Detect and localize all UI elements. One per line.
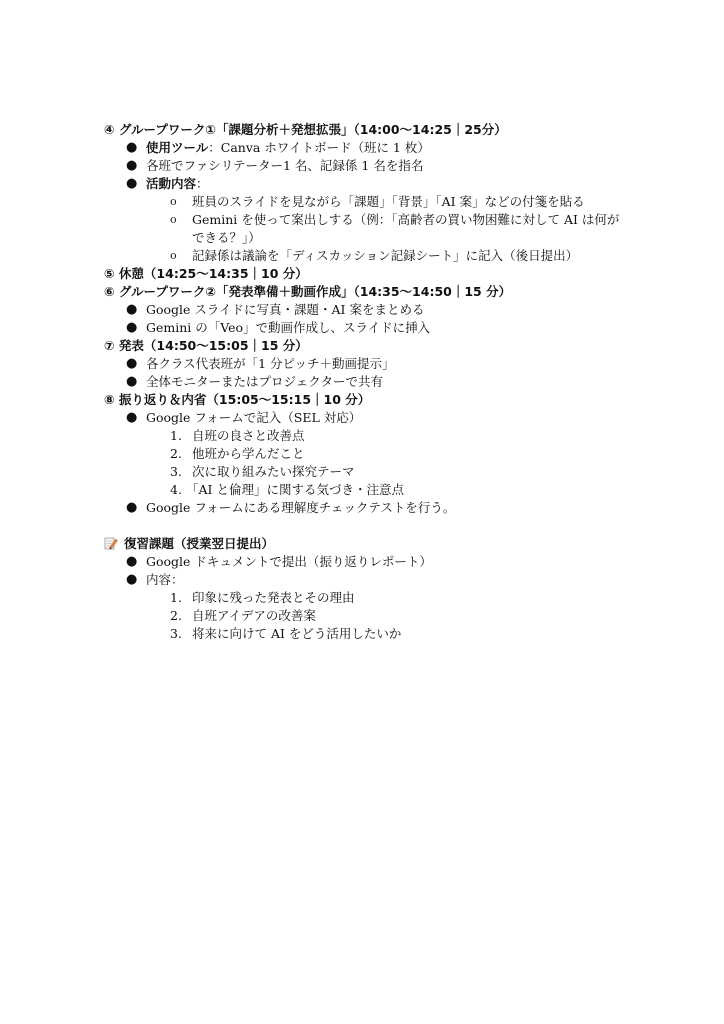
numbered-item-text: 「AI と倫理」に関する気づき・注意点 [186,482,404,497]
sub-list-item [104,193,624,211]
review-title: 復習課題（授業翌日提出） [124,536,275,551]
bullet-icon: ● [126,572,138,587]
item-text: Google フォームで記入（SEL 対応） [146,410,362,425]
item-label: 活動内容 [146,176,197,191]
item-text: Gemini の「Veo」で動画作成し、スライドに挿入 [146,320,431,335]
bullet-icon: ● [126,158,138,173]
numbered-item-text: 他班から学んだこと [192,446,305,461]
bullet-icon: ● [126,176,138,191]
item-number: 4. [170,482,182,497]
circle-bullet-icon: o [170,249,177,262]
bullet-icon: ● [126,356,138,371]
review-heading [104,535,624,553]
bullet-icon: ● [126,302,138,317]
numbered-item [104,427,624,445]
sub-item-text: Gemini を使って案出しする（例：「高齢者の買い物困難に対して AI は何ができる？」） [192,212,620,245]
sub-list-item [104,247,624,265]
item-text: Google ドキュメントで提出（振り返りレポート） [146,554,432,569]
list-item [104,499,624,517]
item-text: ： [196,176,209,191]
section-heading-6: ⑥ グループワーク②「発表準備＋動画作成」（14:35〜14:50｜15 分） [104,284,512,299]
item-number: 3. [170,464,182,479]
item-text: 各クラス代表班が「1 分ピッチ＋動画提示」 [146,356,395,371]
item-number: 3. [170,626,182,641]
section-heading-4: ④ グループワーク①「課題分析＋発想拡張」（14:00〜14:25｜25分） [104,122,507,137]
list-item [104,355,624,373]
item-number: 1. [170,590,182,605]
numbered-item [104,625,624,643]
item-text: 内容： [146,572,184,587]
circle-bullet-icon: o [170,195,177,208]
document-content [104,121,624,643]
item-number: 2. [170,446,182,461]
list-item [104,373,624,391]
list-item [104,571,624,589]
bullet-icon: ● [126,140,138,155]
item-text: ：Canva ホワイトボード（班に 1 枚） [208,140,430,155]
sub-list-item [104,211,622,247]
item-label: 使用ツール [146,140,209,155]
sub-item-text: 記録係は議論を「ディスカッション記録シート」に記入（後日提出） [192,248,579,263]
numbered-item [104,607,624,625]
item-number: 2. [170,608,182,623]
sub-item-text: 班員のスライドを見ながら「課題」「背景」「AI 案」などの付箋を貼る [192,194,585,209]
item-text: Google スライドに写真・課題・AI 案をまとめる [146,302,425,317]
numbered-item [104,463,624,481]
list-item [104,301,624,319]
item-text: Google フォームにある理解度チェックテストを行う。 [146,500,456,515]
numbered-item [104,445,624,463]
numbered-item [104,481,624,499]
bullet-icon: ● [126,554,138,569]
bullet-icon: ● [126,500,138,515]
list-item [104,157,624,175]
section-heading-8: ⑧ 振り返り＆内省（15:05〜15:15｜10 分） [104,392,371,407]
list-item [104,175,624,193]
list-item [104,319,624,337]
numbered-item-text: 次に取り組みたい探究テーマ [192,464,355,479]
item-number: 1. [170,428,182,443]
bullet-icon: ● [126,320,138,335]
numbered-item-text: 自班アイデアの改善案 [192,608,316,623]
item-text: 全体モニターまたはプロジェクターで共有 [146,374,384,389]
bullet-icon: ● [126,374,138,389]
numbered-item-text: 将来に向けて AI をどう活用したいか [192,626,402,641]
circle-bullet-icon: o [170,213,177,226]
list-item [104,409,624,427]
numbered-item [104,589,624,607]
list-item [104,139,624,157]
memo-icon [104,536,118,550]
section-heading-7: ⑦ 発表（14:50〜15:05｜15 分） [104,338,308,353]
section-heading-5: ⑤ 休憩（14:25〜14:35｜10 分） [104,266,308,281]
numbered-item-text: 印象に残った発表とその理由 [192,590,355,605]
item-text: 各班でファシリテーター1 名、記録係 1 名を指名 [146,158,424,173]
list-item [104,553,624,571]
spacer [104,517,624,535]
bullet-icon: ● [126,410,138,425]
numbered-item-text: 自班の良さと改善点 [192,428,305,443]
